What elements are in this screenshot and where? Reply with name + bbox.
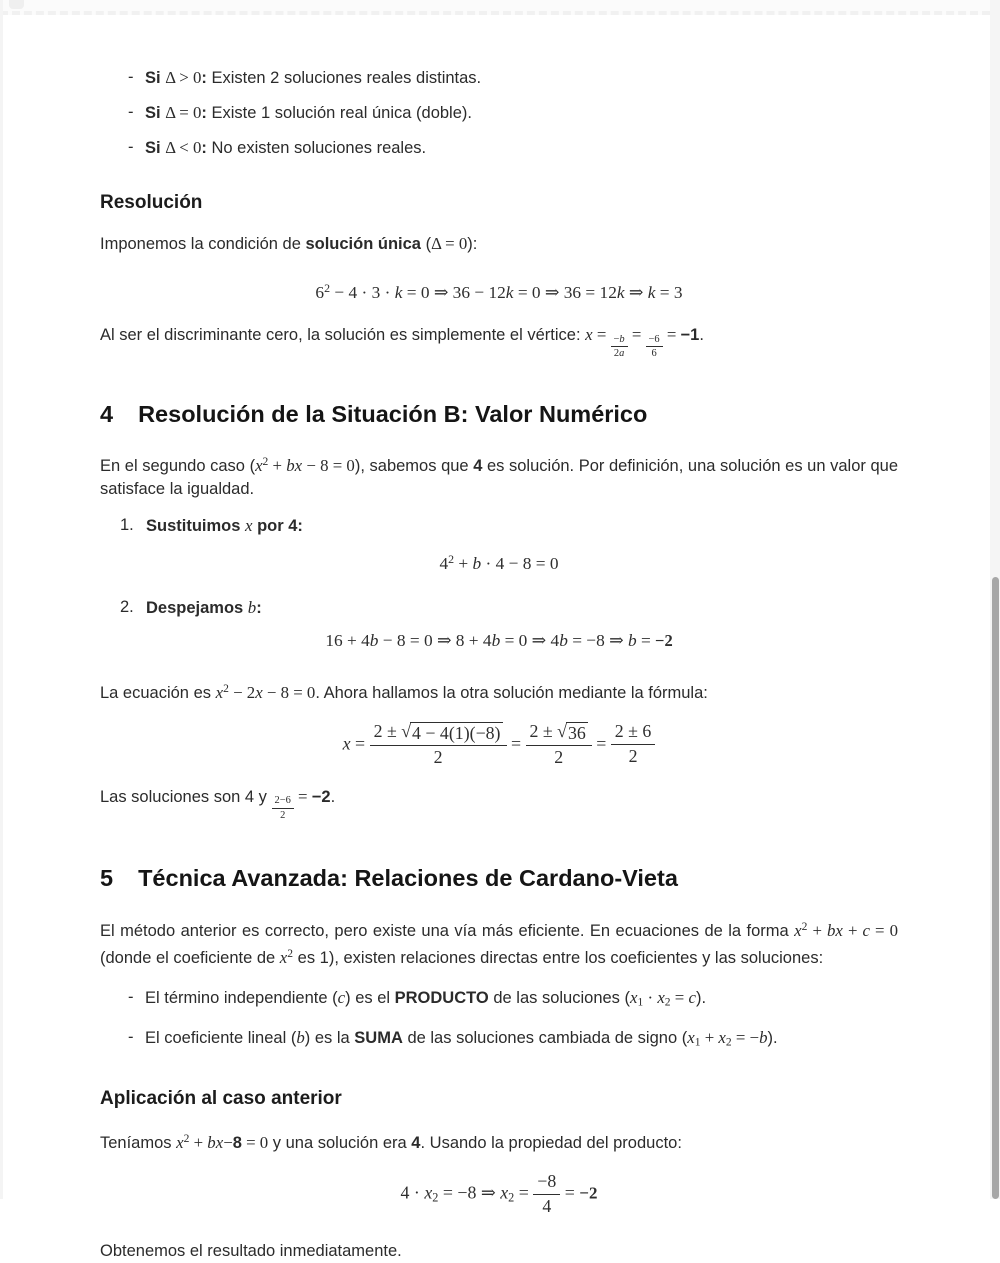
list-item [128,66,898,90]
bullet-suma: El coeficiente lineal (b) es la SUMA de las soluciones cambiada de signo (x1 + x2 = −b). [145,1027,778,1049]
list-item [128,986,898,1015]
page-top-edge [0,0,990,15]
para-soluciones: Las soluciones son 4 y $\frac{2-6}{2}$ = −2. [100,786,336,822]
dash-bullet: - [128,1027,134,1046]
list-item [128,101,898,125]
para-vertice: Al ser el discriminante cero, la solución es simplemente el vértice: x = $\frac{-b}{2a}$ = $\frac{-6}{6}$ = −1. [100,324,704,360]
discriminant-cases-list [100,66,898,160]
equation-producto: 4 · x2 = −8 ⇒ x2 = $\frac{-8}{4}$ = −2 [400,1171,598,1216]
para-ecuacion: La ecuación es $x^2 - 2x - 8 = 0$. Ahora hallamos la otra solución mediante la fórmula: [100,682,708,702]
numbered-item-1 [100,514,898,538]
para-condicion: Imponemos la condición de solución única (Δ = 0): [100,234,478,253]
dash-bullet: - [128,988,134,1007]
item-1-label: Sustituimos x por 4: [146,515,303,535]
dash-bullet: - [128,103,134,121]
case-delta-negative: Si Δ < 0: No existen soluciones reales. [145,138,427,157]
aplicacion-heading: Aplicación al caso anterior [100,1088,342,1110]
page-top-notch [9,0,24,9]
dash-bullet: - [128,68,134,86]
section-title: Técnica Avanzada: Relaciones de Cardano-Vieta [138,864,678,891]
page-left-edge [0,0,3,1199]
section-5-heading [100,863,898,893]
resolucion-heading: Resolución [100,192,203,213]
item-number: 2. [120,597,134,616]
vieta-relations-list [100,986,898,1054]
para-teniamos: Teníamos $x^2 + bx-8 = 0$ y una solución era 4. Usando la propiedad del producto: [100,1133,682,1153]
equation-formula-general: x = 2 ± √ 4 − 4(1)(−8) 2 = 2 ± √ 36 2 = $\frac{2 \pm 6}{2}$ [100,722,898,769]
list-item [128,1026,898,1055]
equation-despeje: 16 + 4b − 8 = 0 ⇒ 8 + 4b = 0 ⇒ 4b = −8 ⇒ b = −2 [325,630,673,650]
section-title: Resolución de la Situación B: Valor Numérico [138,401,648,428]
numbered-item-2 [100,596,898,620]
section-4-heading [100,399,898,429]
section-number: 4 [100,401,114,428]
equation-sustitucion: $4^2 + b \cdot 4 - 8 = 0$ [439,551,559,573]
section-number: 5 [100,864,114,891]
case-delta-zero: Si Δ = 0: Existe 1 solución real única (doble). [145,103,472,122]
item-2-label: Despejamos b: [146,597,262,617]
para-segundo-caso: En el segundo caso ($x^2$ + bx − 8 = 0), sabemos que 4 es solución. Por definición, una solución es un valor que satisface la igualdad. [100,455,899,498]
scrollbar-thumb[interactable] [992,577,999,1199]
case-delta-positive: Si Δ > 0: Existen 2 soluciones reales distintas. [145,68,482,87]
para-metodo: El método anterior es correcto, pero existe una vía más eficiente. En ecuaciones de la forma $x^2$ + bx + c = 0 (donde el coeficiente de $x^2$ es 1), existen relaciones directas entre los coeficientes y las soluciones: [100,920,899,967]
para-closing: Obtenemos el resultado inmediatamente. [100,1242,402,1261]
item-number: 1. [120,515,134,534]
bullet-producto: El término independiente (c) es el PRODUCTO de las soluciones (x1 · x2 = c). [145,988,707,1009]
list-item [128,136,898,160]
dash-bullet: - [128,138,134,156]
document-page [100,16,898,1263]
equation-discriminante: $6^2 - 4 \cdot 3 \cdot k = 0$ ⇒ 36 − 12k = 0 ⇒ 36 = 12k ⇒ k = 3 [315,281,683,302]
